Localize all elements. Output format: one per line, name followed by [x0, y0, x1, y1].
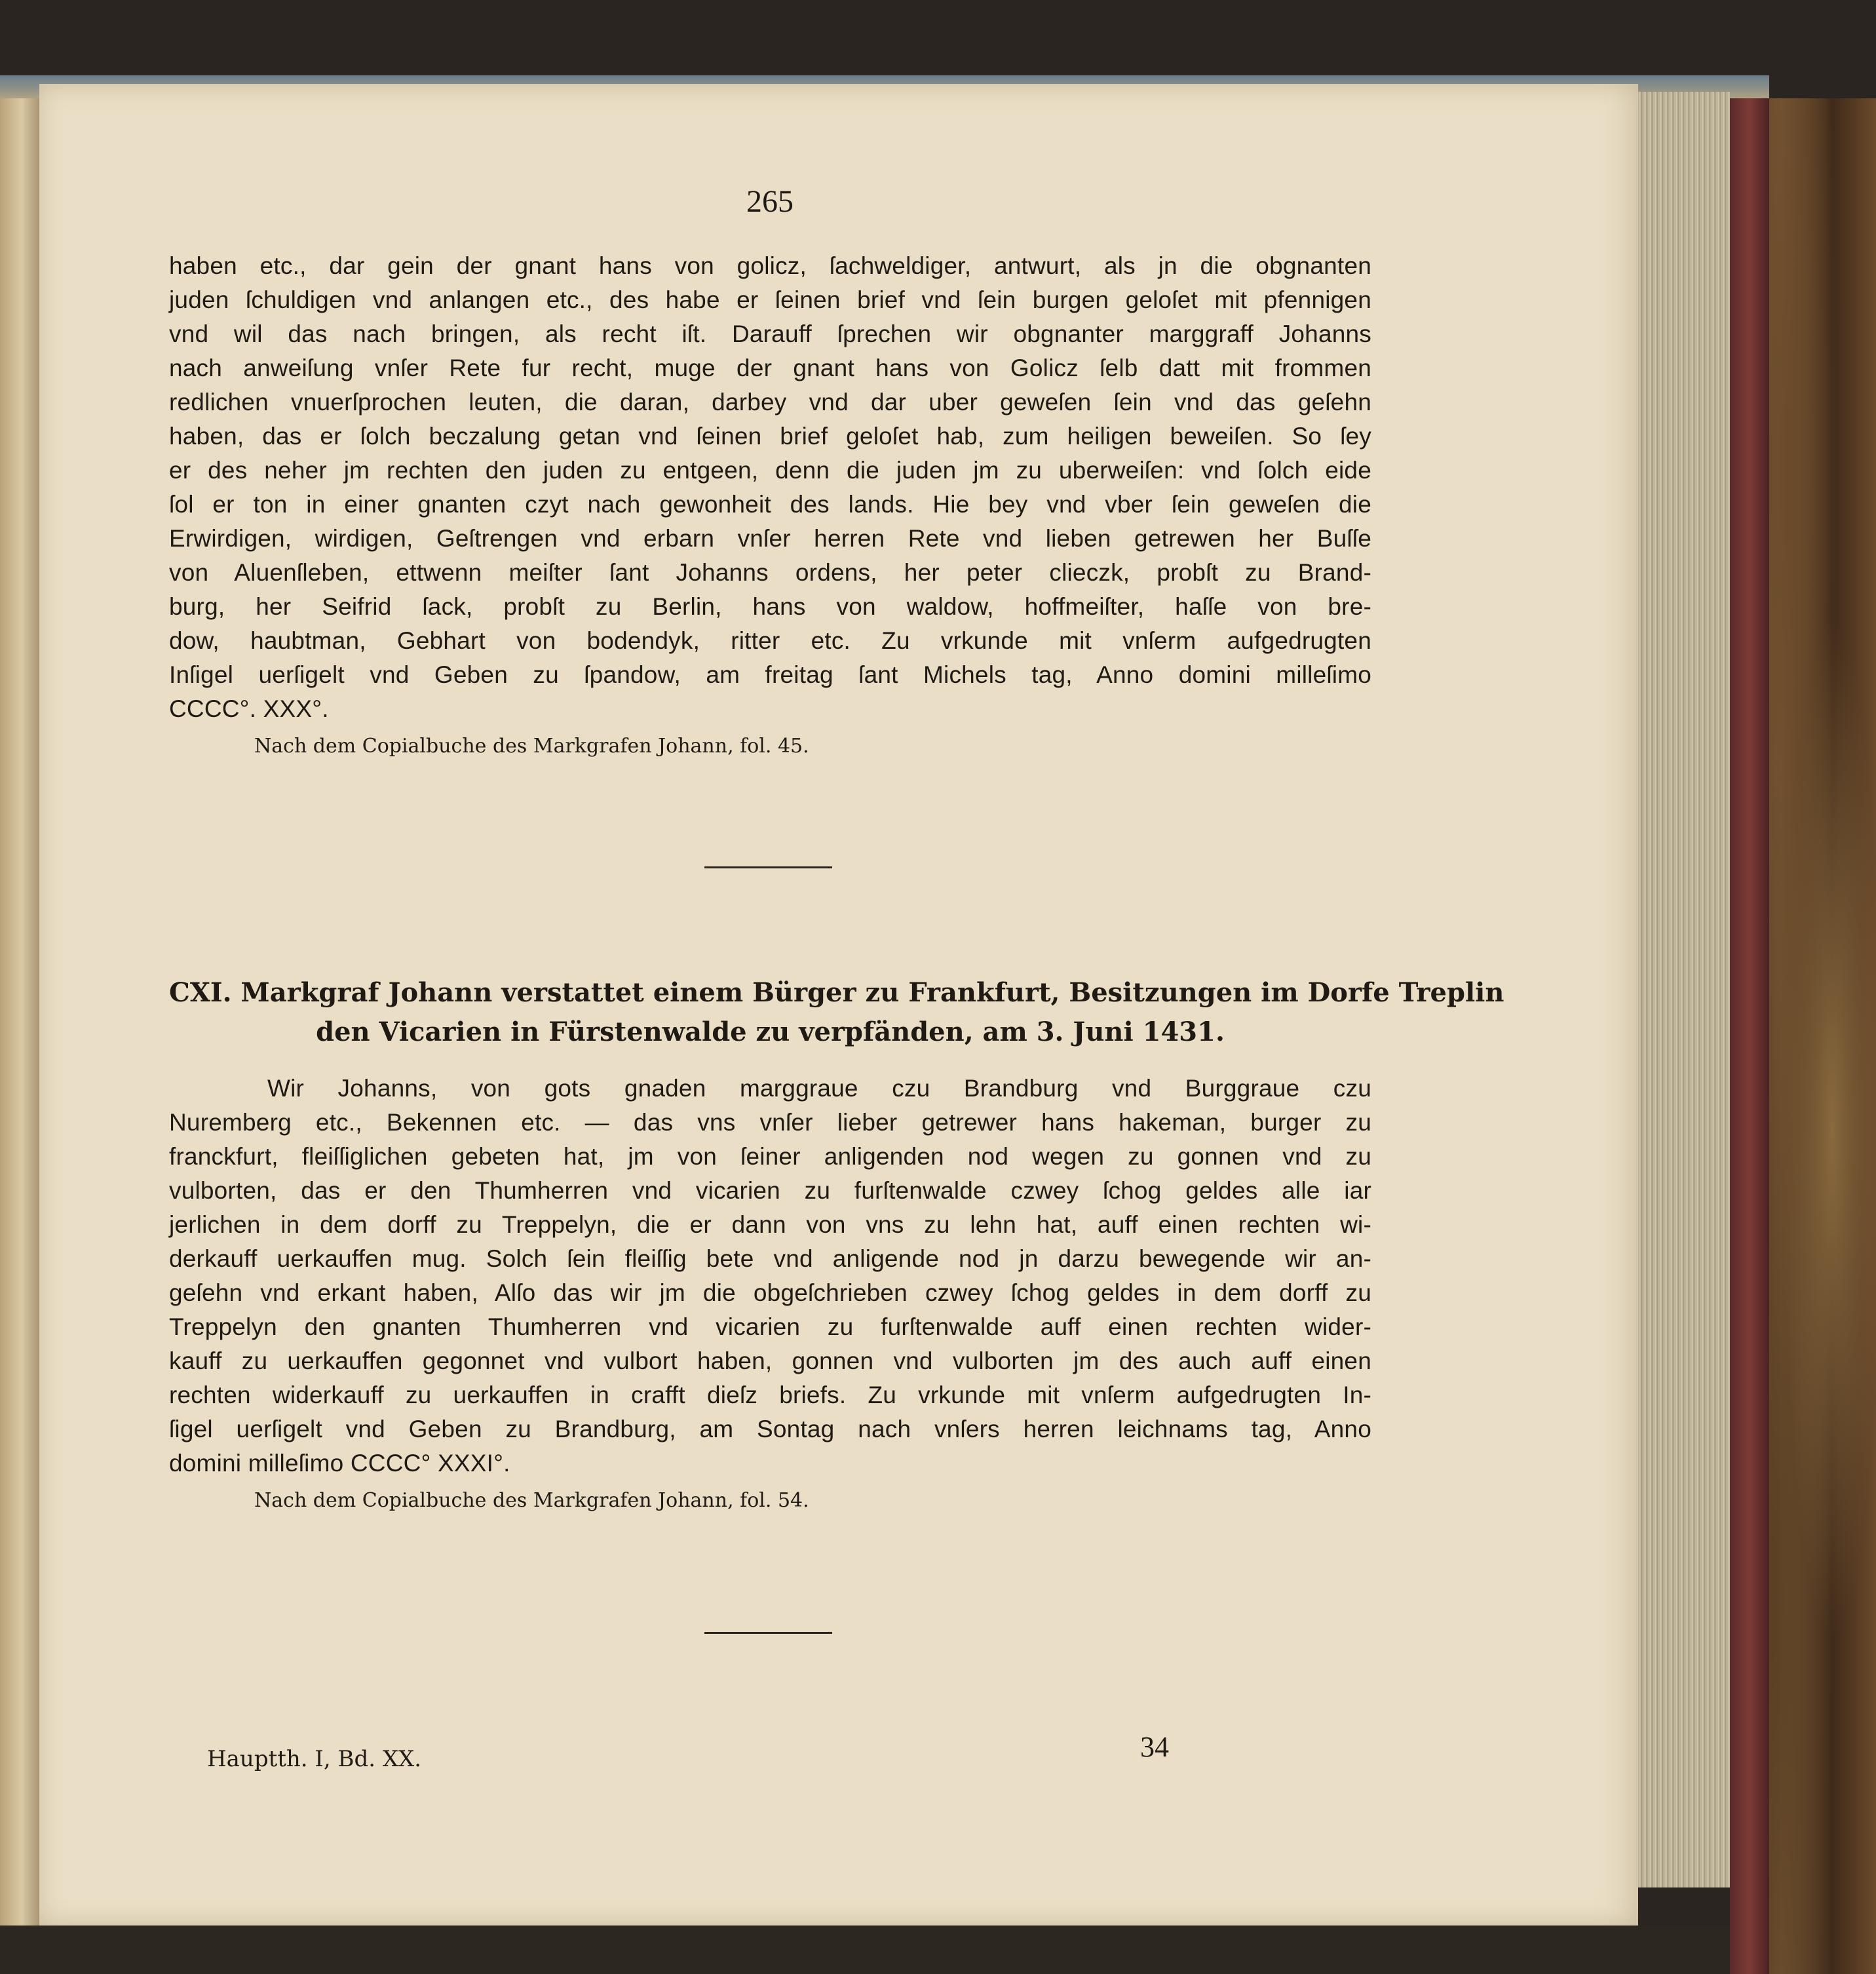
document-body-2 [169, 1072, 1371, 1516]
source-note: Nach dem Copialbuche des Markgrafen Johann, fol. 54. [254, 1489, 809, 1512]
heading-line-2: den Vicarien in Fürstenwalde zu verpfänden, am 3. Juni 1431. [316, 1016, 1225, 1047]
text-line: burg, her Seifrid ſack, probſt zu Berlin, hans von waldow, hoffmeiſter, haſſe von bre- [169, 593, 1371, 620]
text-line: redlichen vnuerſprochen leuten, die daran, darbey vnd dar uber geweſen ſein vnd das geſehn [169, 389, 1371, 416]
document-body-1 [169, 249, 1371, 762]
heading-line-1: CXI. Markgraf Johann verstattet einem Bürger zu Frankfurt, Besitzungen im Dorfe Treplin [169, 977, 1504, 1008]
text-line: geſehn vnd erkant haben, Alſo das wir jm die obgeſchrieben czwey ſchog geldes in dem dorff zu [169, 1279, 1371, 1306]
text-line: haben etc., dar gein der gnant hans von golicz, ſachweldiger, antwurt, als jn die obgnanten [169, 252, 1371, 279]
text-line: Wir Johanns, von gots gnaden marggraue czu Brandburg vnd Burggraue czu [267, 1075, 1371, 1102]
text-line: haben, das er ſolch beczalung getan vnd ſeinen brief geloſet hab, zum heiligen beweiſen. So ſey [169, 423, 1371, 450]
signature-mark: Hauptth. I, Bd. XX. [207, 1746, 422, 1772]
text-line: kauff zu uerkauffen gegonnet vnd vulbort haben, gonnen vnd vulborten jm des auch auff einen [169, 1347, 1371, 1374]
text-line: rechten widerkauff zu uerkauffen in crafft dieſz briefs. Zu vrkunde mit vnſerm aufgedrugten In- [169, 1382, 1371, 1408]
section-divider [704, 866, 832, 868]
text-line: vulborten, das er den Thumherren vnd vicarien zu furſtenwalde czwey ſchog geldes alle iar [169, 1177, 1371, 1204]
text-line: Inſigel uerſigelt vnd Geben zu ſpandow, am freitag ſant Michels tag, Anno domini milleſimo [169, 661, 1371, 688]
text-line: derkauff uerkauffen mug. Solch ſein fleiſſig bete vnd anligende nod jn darzu bewegende wir an- [169, 1245, 1371, 1272]
text-line: vnd wil das nach bringen, als recht iſt. Darauff ſprechen wir obgnanter marggraff Johanns [169, 320, 1371, 347]
text-line: juden ſchuldigen vnd anlangen etc., des habe er ſeinen brief vnd ſein burgen geloſet mit pfennigen [169, 286, 1371, 313]
text-line: dow, haubtman, Gebhart von bodendyk, ritter etc. Zu vrkunde mit vnſerm aufgedrugten [169, 627, 1371, 654]
section-heading [169, 973, 1504, 1052]
text-line: nach anweiſung vnſer Rete fur recht, muge der gnant hans von Golicz ſelb datt mit frommen [169, 355, 1371, 381]
section-divider [704, 1632, 832, 1634]
text-line: CCCC°. XXX°. [169, 695, 329, 722]
text-line: franckfurt, fleiſſiglichen gebeten hat, jm von ſeiner anligenden nod wegen zu gonnen vnd zu [169, 1143, 1371, 1170]
text-line: domini milleſimo CCCC° XXXI°. [169, 1450, 510, 1477]
text-line: Erwirdigen, wirdigen, Geſtrengen vnd erbarn vnſer herren Rete vnd lieben getrewen her Buſſe [169, 525, 1371, 552]
source-note: Nach dem Copialbuche des Markgrafen Johann, fol. 45. [254, 735, 809, 758]
sheet-number: 34 [1140, 1731, 1169, 1763]
text-line: ſigel uerſigelt vnd Geben zu Brandburg, am Sontag nach vnſers herren leichnams tag, Anno [169, 1416, 1371, 1442]
page-number: 265 [746, 184, 794, 219]
text-line: Treppelyn den gnanten Thumherren vnd vicarien zu furſtenwalde auff einen rechten wider- [169, 1313, 1371, 1340]
text-line: Nuremberg etc., Bekennen etc. — das vns vnſer lieber getrewer hans hakeman, burger zu [169, 1109, 1371, 1136]
text-line: ſol er ton in einer gnanten czyt nach gewonheit des lands. Hie bey vnd vber ſein geweſen die [169, 491, 1371, 518]
text-line: er des neher jm rechten den juden zu entgeen, denn die juden jm zu uberweiſen: vnd ſolch eide [169, 457, 1371, 484]
text-line: jerlichen in dem dorff zu Treppelyn, die er dann von vns zu lehn hat, auff einen rechten wi- [169, 1211, 1371, 1238]
text-line: von Aluenſleben, ettwenn meiſter ſant Johanns ordens, her peter clieczk, probſt zu Brand- [169, 559, 1371, 586]
